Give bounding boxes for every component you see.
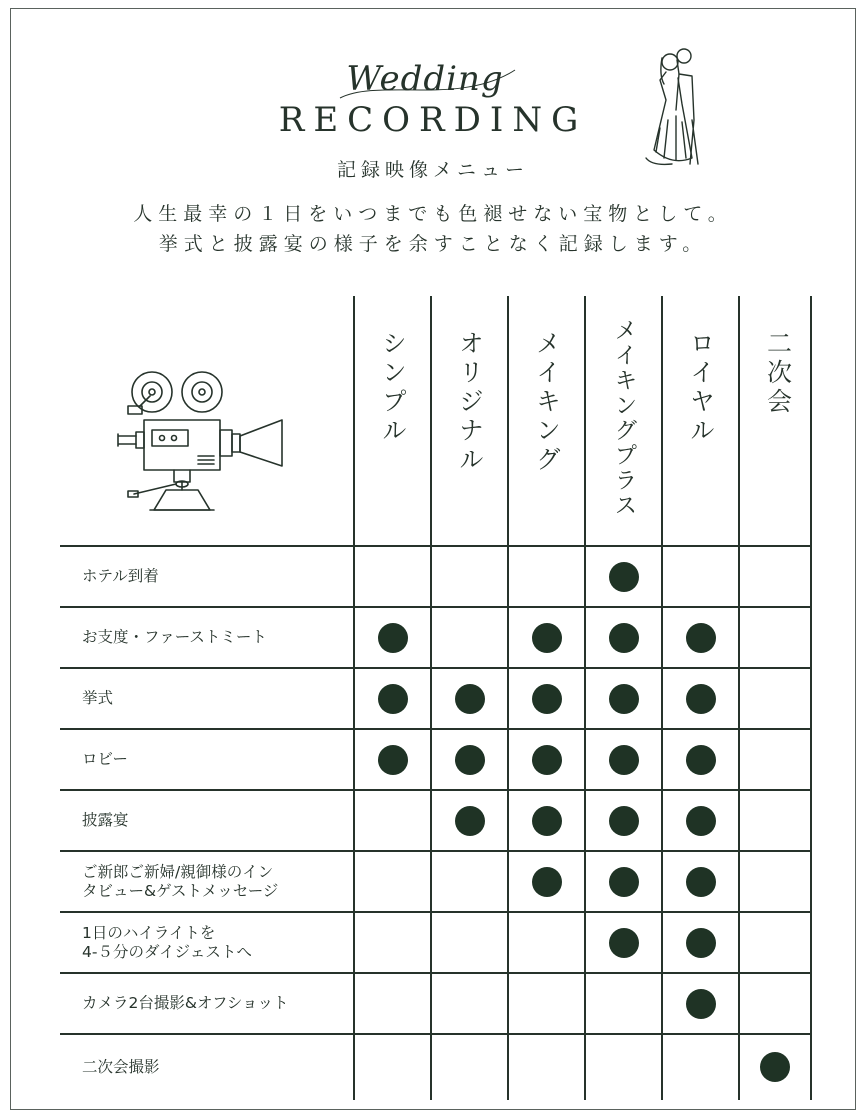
table-column-divider <box>738 296 740 1100</box>
table-row-label: ご新郎ご新婦/親御様のイン タビュー&ゲストメッセージ <box>82 862 279 900</box>
table-row-label: 二次会撮影 <box>82 1057 160 1076</box>
table-column-divider <box>430 296 432 1100</box>
included-check-dot <box>532 684 562 714</box>
svg-text:Wedding: Wedding <box>346 59 504 99</box>
table-row-label: 1日のハイライトを 4-５分のダイジェストへ <box>82 923 252 961</box>
film-camera-icon <box>110 360 290 515</box>
table-row-label: お支度・ファーストミート <box>82 628 267 646</box>
tagline-line-2: 挙式と披露宴の様子を余すことなく記録します。 <box>158 233 708 255</box>
included-check-dot <box>686 684 716 714</box>
plan-label: メイキングプラス <box>610 318 637 518</box>
included-check-dot <box>760 1052 790 1082</box>
table-column-divider <box>810 296 812 1100</box>
included-check-dot <box>609 928 639 958</box>
page-title: RECORDING <box>278 100 588 140</box>
included-check-dot <box>455 684 485 714</box>
included-check-dot <box>532 867 562 897</box>
included-check-dot <box>686 806 716 836</box>
included-check-dot <box>686 928 716 958</box>
plan-label: シンプル <box>378 330 408 446</box>
included-check-dot <box>455 745 485 775</box>
table-row-label: 挙式 <box>82 689 114 707</box>
table-column-divider <box>661 296 663 1100</box>
plan-label: ロイヤル <box>686 330 716 446</box>
included-check-dot <box>686 867 716 897</box>
plan-header-simple <box>354 296 431 546</box>
included-check-dot <box>455 806 485 836</box>
wedding-couple-icon <box>632 40 722 170</box>
plan-header-making <box>508 296 585 546</box>
included-check-dot <box>609 623 639 653</box>
plan-header-after-party <box>739 296 816 546</box>
plan-header-royal <box>662 296 739 546</box>
page-subtitle: 記録映像メニュー <box>336 159 529 181</box>
included-check-dot <box>532 623 562 653</box>
table-row-label: ホテル到着 <box>82 567 159 585</box>
included-check-dot <box>378 684 408 714</box>
included-check-dot <box>686 745 716 775</box>
included-check-dot <box>609 684 639 714</box>
included-check-dot <box>609 806 639 836</box>
plan-label: 二次会 <box>763 330 793 417</box>
tagline-line-1: 人生最幸の１日をいつまでも色褪せない宝物として。 <box>133 203 733 225</box>
plan-header-making-plus <box>585 296 662 546</box>
included-check-dot <box>686 989 716 1019</box>
table-row-label: カメラ2台撮影&オフショット <box>82 994 289 1012</box>
included-check-dot <box>378 623 408 653</box>
included-check-dot <box>609 745 639 775</box>
included-check-dot <box>686 623 716 653</box>
included-check-dot <box>532 745 562 775</box>
included-check-dot <box>609 867 639 897</box>
plan-label: メイキング <box>532 330 562 475</box>
table-row-label: ロビー <box>82 750 128 768</box>
plan-label: オリジナル <box>455 330 485 475</box>
table-column-divider <box>507 296 509 1100</box>
included-check-dot <box>378 745 408 775</box>
table-column-divider <box>353 296 355 1100</box>
plan-header-original <box>431 296 508 546</box>
included-check-dot <box>532 806 562 836</box>
wedding-script-title <box>320 48 530 108</box>
table-row-label: 披露宴 <box>82 811 129 829</box>
included-check-dot <box>609 562 639 592</box>
table-column-divider <box>584 296 586 1100</box>
